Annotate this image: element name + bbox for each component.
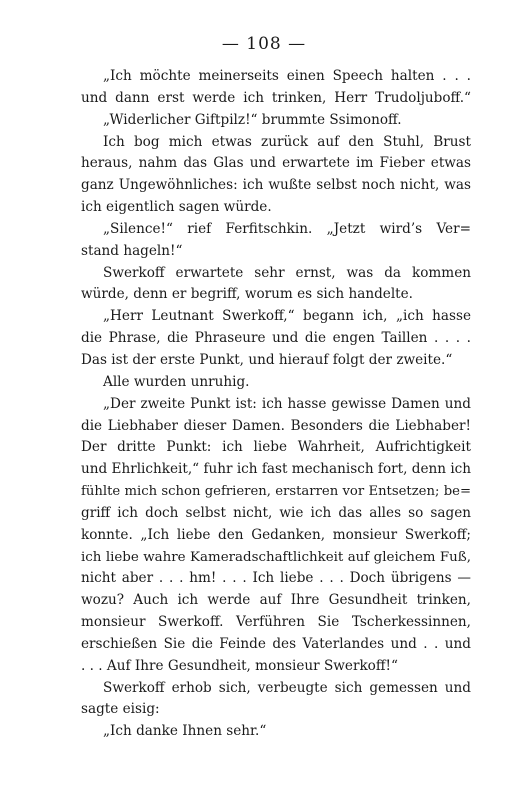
text-line: Alle wurden unruhig.: [103, 373, 250, 390]
text-line: ich eigentlich sagen würde.: [81, 199, 272, 216]
text-line: Ich bog mich etwas zurück auf den Stuhl, Brust: [103, 133, 471, 150]
text-line: ich liebe wahre Kameradschaftlichkeit auf gleichem Fuß,: [81, 549, 471, 565]
text-line: griff ich doch selbst nicht, wie ich das alles so sagen: [81, 504, 471, 521]
page-number: — 108 —: [221, 34, 307, 54]
text-line: Das ist der erste Punkt, und hierauf folgt der zweite.“: [81, 351, 453, 368]
text-line: „Der zweite Punkt ist: ich hasse gewisse Damen und: [103, 395, 471, 412]
text-line: die Phrase, die Phraseure und die engen Taillen . . . .: [81, 330, 471, 347]
text-line: ganz Ungewöhnliches: ich wußte selbst noch nicht, was: [81, 177, 471, 194]
text-line: sagte eisig:: [81, 701, 160, 718]
text-line: „Ich danke Ihnen sehr.“: [103, 723, 267, 740]
text-line: Swerkoff erwartete sehr ernst, was da kommen: [103, 264, 471, 281]
text-line: Swerkoff erhob sich, verbeugte sich gemessen und: [103, 679, 471, 696]
text-line: Der dritte Punkt: ich liebe Wahrheit, Aufrichtigkeit: [81, 439, 471, 456]
text-line: konnte. „Ich liebe den Gedanken, monsieur Swerkoff;: [81, 526, 471, 543]
text-line: „Ich möchte meinerseits einen Speech halten . . .: [103, 68, 471, 84]
text-line: wozu? Auch ich werde auf Ihre Gesundheit trinken,: [81, 592, 471, 609]
text-line: stand hageln!“: [81, 242, 183, 259]
text-line: „Silence!“ rief Ferfitschkin. „Jetzt wird’s Ver=: [103, 220, 471, 237]
text-line: erschießen Sie die Feinde des Vaterlandes und . . und: [81, 635, 471, 652]
text-line: monsieur Swerkoff. Verführen Sie Tscherkessinnen,: [81, 614, 471, 631]
text-line: würde, denn er begriff, worum es sich handelte.: [81, 286, 414, 303]
text-line: und dann erst werde ich trinken, Herr Trudoljuboff.“: [81, 89, 471, 106]
text-line: die Liebhaber dieser Damen. Besonders die Liebhaber!: [81, 417, 471, 434]
text-line: . . . Auf Ihre Gesundheit, monsieur Swerkoff!“: [81, 657, 398, 674]
text-line: nicht aber . . . hm! . . . Ich liebe . . . Doch übrigens —: [81, 570, 471, 587]
text-line: „Herr Leutnant Swerkoff,“ begann ich, „ich hasse: [103, 308, 471, 325]
text-line: fühlte mich schon gefrieren, erstarren vor Entsetzen; be=: [81, 484, 471, 500]
body-text: [81, 66, 471, 743]
text-line: „Widerlicher Giftpilz!“ brummte Ssimonoff.: [103, 111, 402, 128]
text-line: heraus, nahm das Glas und erwartete im Fieber etwas: [81, 155, 471, 172]
text-line: und Ehrlichkeit,“ fuhr ich fast mechanisch fort, denn ich: [81, 461, 471, 478]
